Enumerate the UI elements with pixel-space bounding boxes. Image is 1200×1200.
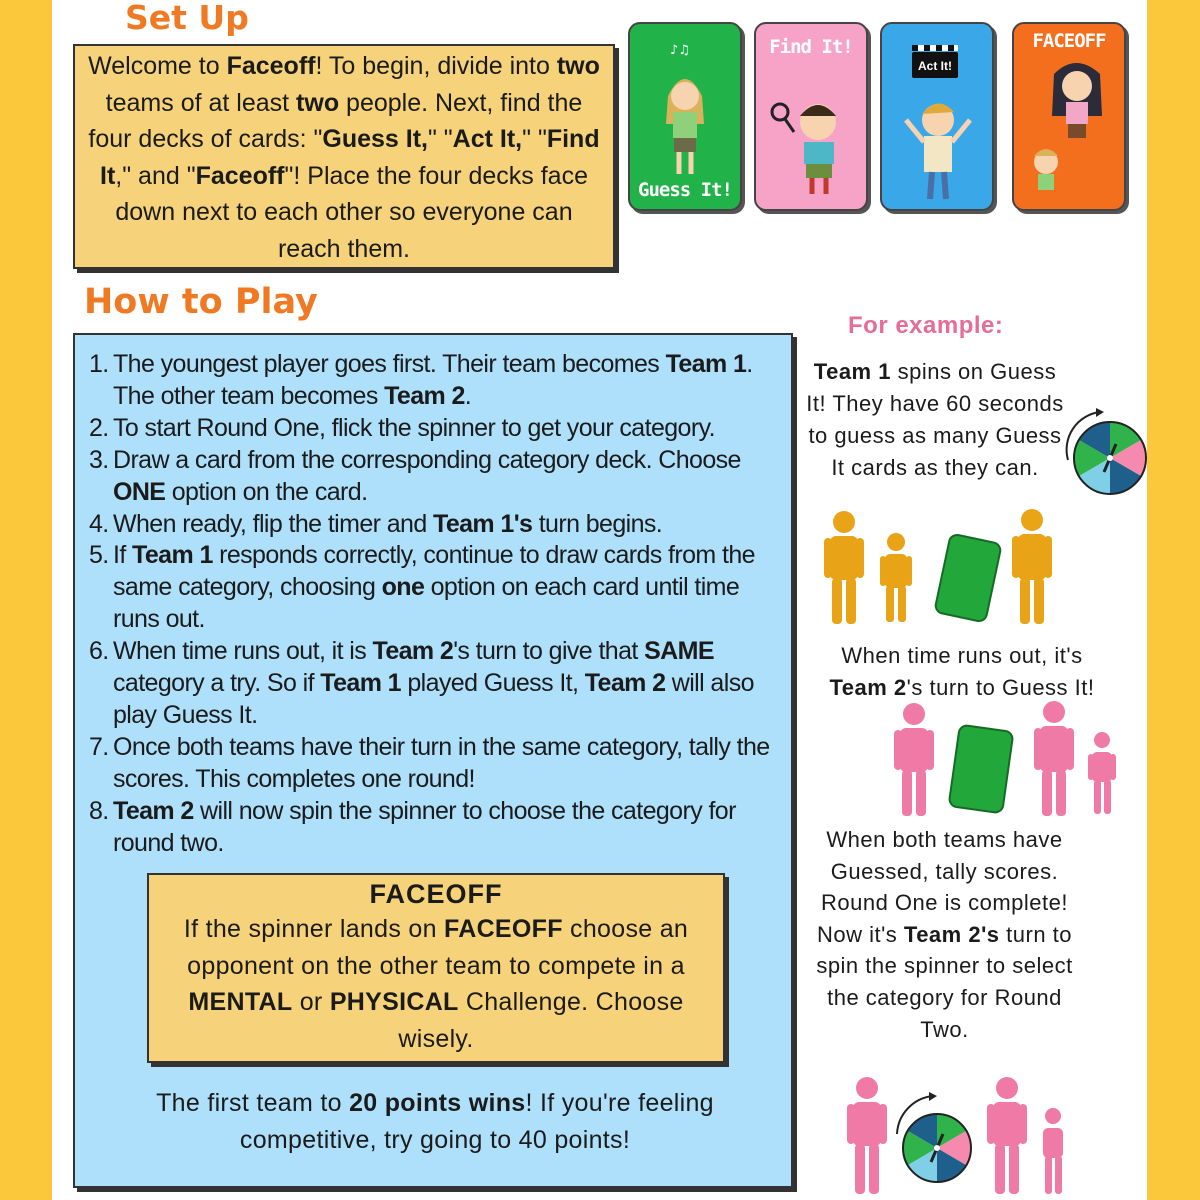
how-to-play-title: How to Play	[84, 282, 318, 322]
step-number: 2.	[89, 413, 109, 442]
bold-text: 20 points wins	[349, 1089, 526, 1117]
example-text-1: Team 1 spins on Guess It! They have 60 seconds to guess as many Guess It cards as they can.	[806, 359, 1064, 480]
svg-text:♪♫: ♪♫	[670, 43, 690, 58]
steps-list	[89, 349, 789, 860]
faceoff-box	[147, 873, 725, 1063]
win-condition-text: The first team to 20 points wins! If you're feeling competitive, try going to 40 points!	[156, 1089, 714, 1154]
card-label-faceoff: FACEOFF	[1032, 30, 1106, 52]
setup-box	[73, 44, 615, 269]
step-text: If Team 1 responds correctly, continue to draw cards from the same category, choosing one option on each card until time runs out.	[113, 541, 755, 634]
setup-title: Set Up	[125, 0, 249, 37]
bold-text: FACEOFF	[444, 915, 563, 943]
step-text: To start Round One, flick the spinner to get your category.	[113, 413, 715, 442]
step-text: Draw a card from the corresponding category deck. Choose ONE option on the card.	[113, 445, 741, 506]
step-number: 6.	[89, 637, 109, 666]
bold-text: Faceoff	[226, 52, 316, 80]
list-item	[89, 509, 789, 541]
step-number: 4.	[89, 509, 109, 538]
bold-text: PHYSICAL	[329, 988, 459, 1016]
rules-page	[52, 0, 1147, 1200]
setup-text: Welcome to Faceoff! To begin, divide into two teams of at least two people. Next, find the four decks of cards: "Guess It," "Act It," "Find It," and "Faceoff"! Place the four decks face down next to each other so everyone can reach them.	[88, 52, 600, 263]
two-girls-icon	[1014, 24, 1124, 209]
example-text-3: When both teams have Guessed, tally scores. Round One is complete! Now it's Team 2's turn to spin the spinner to select the category for Round Two.	[816, 827, 1073, 1042]
list-item	[89, 445, 789, 509]
list-item	[89, 732, 789, 796]
clapperboard-actor-icon	[882, 24, 992, 209]
list-item	[89, 413, 789, 445]
bold-text: Team 1	[665, 350, 747, 378]
faceoff-card	[1012, 22, 1126, 211]
bold-text: Team 2	[113, 796, 194, 825]
faceoff-text: If the spinner lands on FACEOFF choose an opponent on the other team to compete in a MENTAL or PHYSICAL Challenge. Choose wisely.	[183, 915, 689, 1053]
bold-text: Find It	[100, 125, 600, 190]
step-number: 5.	[89, 541, 109, 570]
bold-text: MENTAL	[188, 988, 293, 1016]
guess-it-card	[628, 22, 742, 211]
bold-text: Team 2	[829, 675, 907, 700]
example-text-2: When time runs out, it's Team 2's turn to Guess It!	[829, 643, 1095, 700]
bold-text: Team 1	[320, 669, 401, 698]
how-to-play-box	[73, 333, 793, 1188]
team-2-spinning-icon	[837, 1074, 1077, 1198]
list-item	[89, 796, 789, 860]
bold-text: SAME	[644, 637, 714, 666]
faceoff-title: FACEOFF	[369, 879, 503, 909]
bold-text: Faceoff	[195, 161, 285, 190]
team-2-with-card-icon	[882, 700, 1122, 820]
find-it-card	[754, 22, 868, 211]
bold-text: Team 1's	[433, 509, 533, 538]
bold-text: Team 2	[584, 669, 666, 698]
bold-text: two	[556, 52, 600, 80]
step-number: 8.	[89, 796, 109, 825]
card-label-guess-it: Guess It!	[638, 179, 732, 201]
step-number: 7.	[89, 732, 109, 761]
bold-text: Act It,	[452, 125, 523, 153]
card-label-find-it: Find It!	[769, 36, 853, 58]
step-text: Team 2 will now spin the spinner to choose the category for round two.	[113, 796, 736, 857]
step-text: The youngest player goes first. Their team becomes Team 1. The other team becomes Team 2.	[113, 350, 753, 410]
team-1-with-card-icon	[814, 508, 1064, 628]
list-item	[89, 349, 789, 413]
step-number: 1.	[89, 350, 109, 378]
bold-text: Team 1	[813, 359, 891, 384]
list-item	[89, 540, 789, 636]
bold-text: Team 2	[384, 381, 465, 410]
bold-text: Guess It,	[322, 125, 428, 153]
step-text: Once both teams have their turn in the same category, tally the scores. This completes one round!	[113, 732, 770, 793]
bold-text: Team 1	[132, 541, 213, 570]
bold-text: Team 2	[372, 637, 454, 666]
spinner-icon	[1060, 402, 1152, 498]
bold-text: one	[381, 573, 425, 602]
bold-text: two	[296, 88, 340, 117]
card-label-act-it: Act It!	[918, 59, 952, 73]
step-text: When ready, flip the timer and Team 1's turn begins.	[113, 509, 663, 538]
boy-magnifier-icon	[756, 24, 866, 209]
bold-text: ONE	[113, 477, 166, 506]
step-number: 3.	[89, 445, 109, 474]
act-it-card	[880, 22, 994, 211]
step-text: When time runs out, it is Team 2's turn to give that SAME category a try. So if Team 1 played Guess It, Team 2 will also play Guess It.	[113, 637, 754, 729]
list-item	[89, 636, 789, 732]
example-title: For example:	[848, 312, 1004, 339]
bold-text: Team 2's	[903, 921, 1000, 947]
